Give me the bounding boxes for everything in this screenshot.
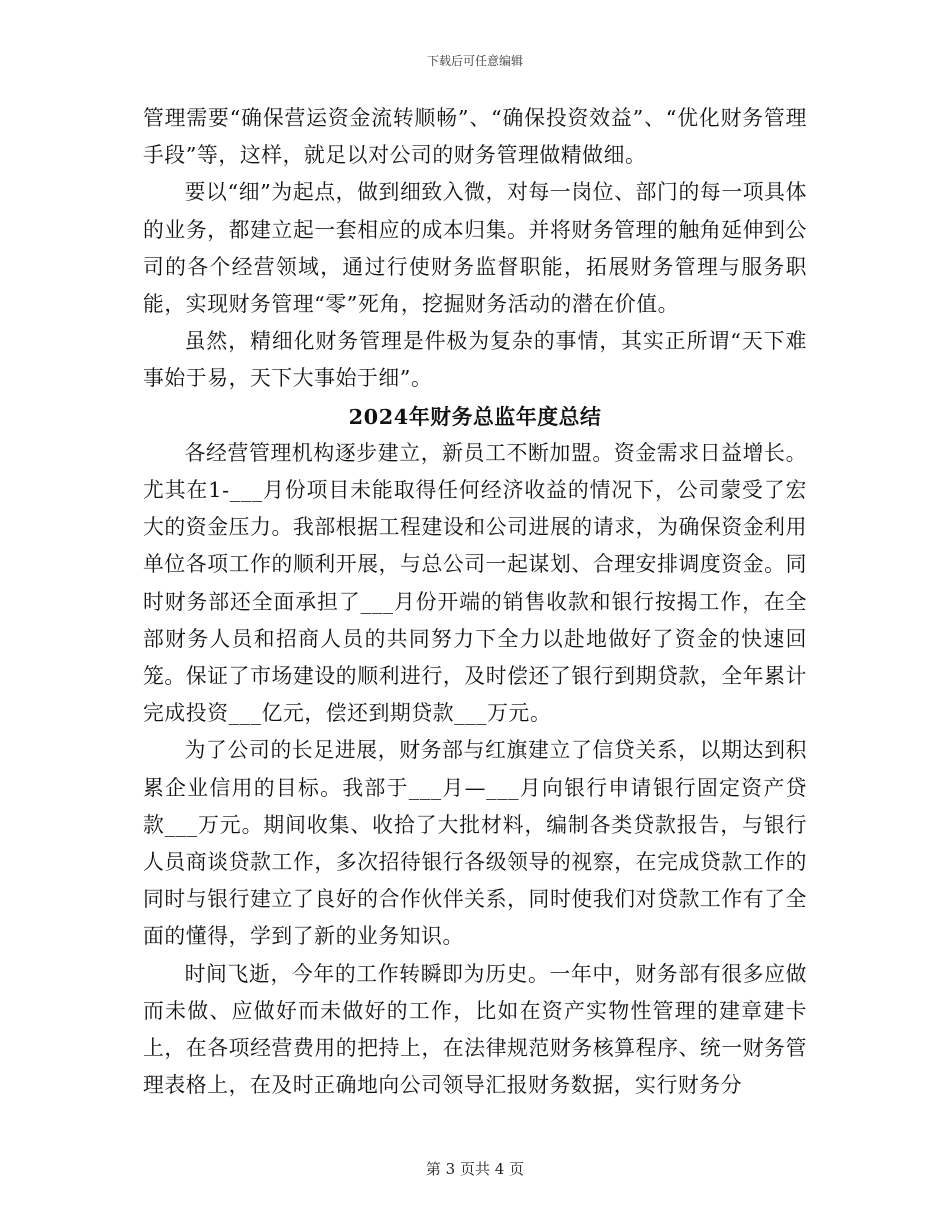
paragraph: 要以“细”为起点，做到细致入微，对每一岗位、部门的每一项具体的业务，都建立起一套相应的成本归集。并将财务管理的触角延伸到公司的各个经营领域，通过行使财务监督职能，拓展财务管理与服务职能，实现财务管理“零”死角，挖掘财务活动的潜在价值。 <box>143 180 807 317</box>
paragraph: 时间飞逝，今年的工作转瞬即为历史。一年中，财务部有很多应做而未做、应做好而未做好的工作，比如在资产实物性管理的建章建卡上，在各项经营费用的把持上，在法律规范财务核算程序、统一财务管理表格上，在及时正确地向公司领导汇报财务数据，实行财务分 <box>143 961 807 1098</box>
paragraph: 为了公司的长足进展，财务部与红旗建立了信贷关系，以期达到积累企业信用的目标。我部于___月—___月向银行申请银行固定资产贷款___万元。期间收集、收拾了大批材料，编制各类贷款报告，与银行人员商谈贷款工作，多次招待银行各级领导的视察，在完成贷款工作的同时与银行建立了良好的合作伙伴关系，同时使我们对贷款工作有了全面的懂得，学到了新的业务知识。 <box>143 738 807 949</box>
paragraph-continued: 管理需要“确保营运资金流转顺畅”、“确保投资效益”、“优化财务管理手段”等，这样，就足以对公司的财务管理做精做细。 <box>143 106 807 168</box>
paragraph: 各经营管理机构逐步建立，新员工不断加盟。资金需求日益增长。尤其在1-___月份项目未能取得任何经济收益的情况下，公司蒙受了宏大的资金压力。我部根据工程建设和公司进展的请求，为确保资金利用单位各项工作的顺利开展，与总公司一起谋划、合理安排调度资金。同时财务部还全面承担了___月份开端的销售收款和银行按揭工作，在全部财务人员和招商人员的共同努力下全力以赴地做好了资金的快速回笼。保证了市场建设的顺利进行，及时偿还了银行到期贷款，全年累计完成投资___亿元，偿还到期贷款___万元。 <box>143 440 807 726</box>
section-title: 2024年财务总监年度总结 <box>348 403 602 429</box>
paragraph: 虽然，精细化财务管理是件极为复杂的事情，其实正所谓“天下难事始于易，天下大事始于细”。 <box>143 329 807 391</box>
page-footer: 第 3 页共 4 页 <box>425 1160 525 1178</box>
document-body <box>143 100 807 1104</box>
page-header: 下载后可任意编辑 <box>426 54 523 68</box>
